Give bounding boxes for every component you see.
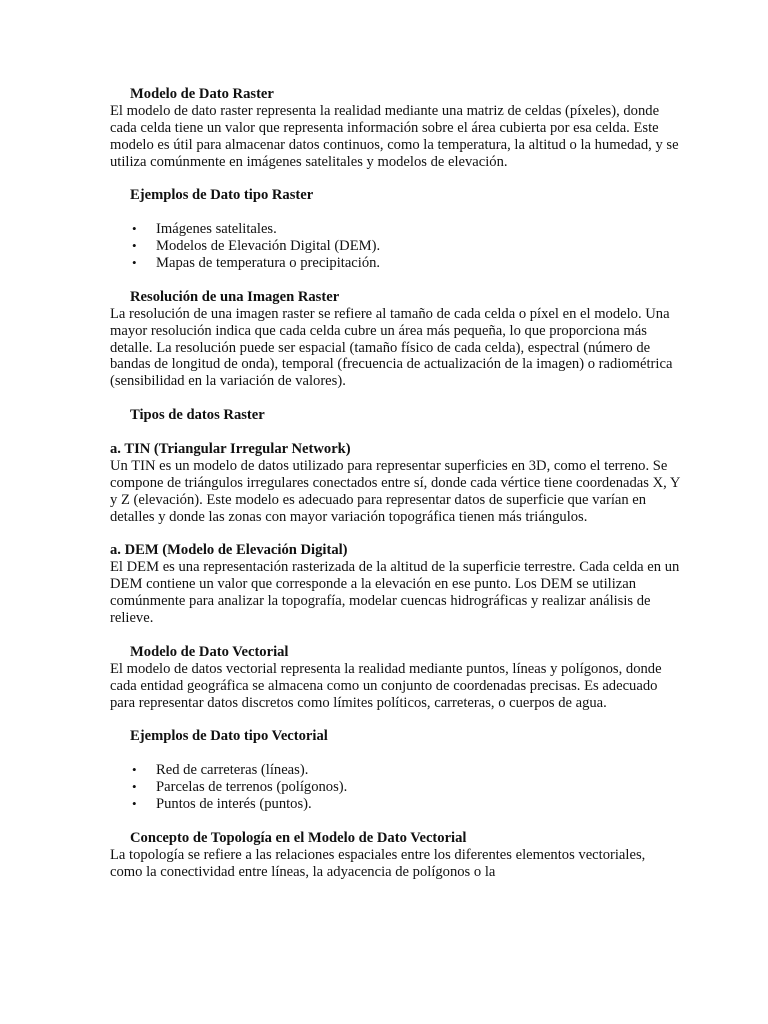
spacer bbox=[110, 813, 680, 830]
heading-vector-model: Modelo de Dato Vectorial bbox=[130, 643, 289, 660]
list-vector-examples bbox=[110, 762, 680, 813]
list-item: • Mapas de temperatura o precipitación. bbox=[110, 255, 680, 272]
paragraph-tin: Un TIN es un modelo de datos utilizado para representar superficies en 3D, como el terreno. Se compone de triángulos irregulares conectados entre sí, donde cada vértice tiene coordenadas X, Y y Z (elevación). Este modelo es adecuado para representar datos de superficie que varían en detalles y donde las zonas con mayor variación topográfica tienen más triángulos. bbox=[110, 457, 680, 525]
list-raster-examples bbox=[110, 221, 680, 272]
heading-vector-examples: Ejemplos de Dato tipo Vectorial bbox=[130, 728, 328, 745]
list-item: • Puntos de interés (puntos). bbox=[110, 796, 680, 813]
document-page bbox=[110, 86, 680, 880]
spacer bbox=[110, 711, 680, 728]
spacer bbox=[110, 745, 680, 762]
heading-dem: a. DEM (Modelo de Elevación Digital) bbox=[110, 542, 348, 559]
heading-raster-model: Modelo de Dato Raster bbox=[130, 86, 274, 102]
spacer bbox=[110, 272, 680, 289]
heading-raster-types: Tipos de datos Raster bbox=[130, 407, 265, 424]
list-item: • Red de carreteras (líneas). bbox=[110, 762, 680, 779]
list-item: • Modelos de Elevación Digital (DEM). bbox=[110, 238, 680, 255]
spacer bbox=[110, 424, 680, 441]
list-item: • Imágenes satelitales. bbox=[110, 221, 680, 238]
heading-raster-examples: Ejemplos de Dato tipo Raster bbox=[130, 187, 314, 204]
spacer bbox=[110, 171, 680, 188]
heading-topology: Concepto de Topología en el Modelo de Dato Vectorial bbox=[130, 829, 467, 846]
spacer bbox=[110, 390, 680, 407]
paragraph-vector-model: El modelo de datos vectorial representa la realidad mediante puntos, líneas y polígonos, donde cada entidad geográfica se almacena como un conjunto de coordenadas precisas. Es adecuado para representar datos discretos como límites políticos, carreteras, o cuerpos de agua. bbox=[110, 660, 662, 711]
spacer bbox=[110, 525, 680, 542]
spacer bbox=[110, 627, 680, 644]
heading-tin: a. TIN (Triangular Irregular Network) bbox=[110, 440, 351, 457]
list-item: • Parcelas de terrenos (polígonos). bbox=[110, 779, 680, 796]
paragraph-dem: El DEM es una representación rasterizada de la altitud de la superficie terrestre. Cada celda en un DEM contiene un valor que corresponde a la elevación en ese punto. Los DEM se utilizan comúnmente para analizar la topografía, modelar cuencas hidrográficas y realizar análisis de relieve. bbox=[110, 559, 680, 626]
paragraph-raster-model: El modelo de dato raster representa la realidad mediante una matriz de celdas (píxeles), donde cada celda tiene un valor que representa información sobre el área cubierta por esa celda. Este modelo es útil para almacenar datos continuos, como la temperatura, la altitud o la humedad, y se utiliza comúnmente en imágenes satelitales y modelos de elevación. bbox=[110, 102, 679, 170]
spacer bbox=[110, 204, 680, 221]
paragraph-resolution: La resolución de una imagen raster se refiere al tamaño de cada celda o píxel en el modelo. Una mayor resolución indica que cada celda cubre un área más pequeña, lo que proporciona más detalle. La resolución puede ser espacial (tamaño físico de cada celda), espectral (número de bandas de longitud de onda), temporal (frecuencia de actualización de la imagen) o radiométrica (sensibilidad en la variación de valores). bbox=[110, 305, 673, 390]
heading-resolution: Resolución de una Imagen Raster bbox=[130, 288, 340, 305]
paragraph-topology: La topología se refiere a las relaciones espaciales entre los diferentes elementos vectoriales, como la conectividad entre líneas, la adyacencia de polígonos o la bbox=[110, 846, 646, 880]
